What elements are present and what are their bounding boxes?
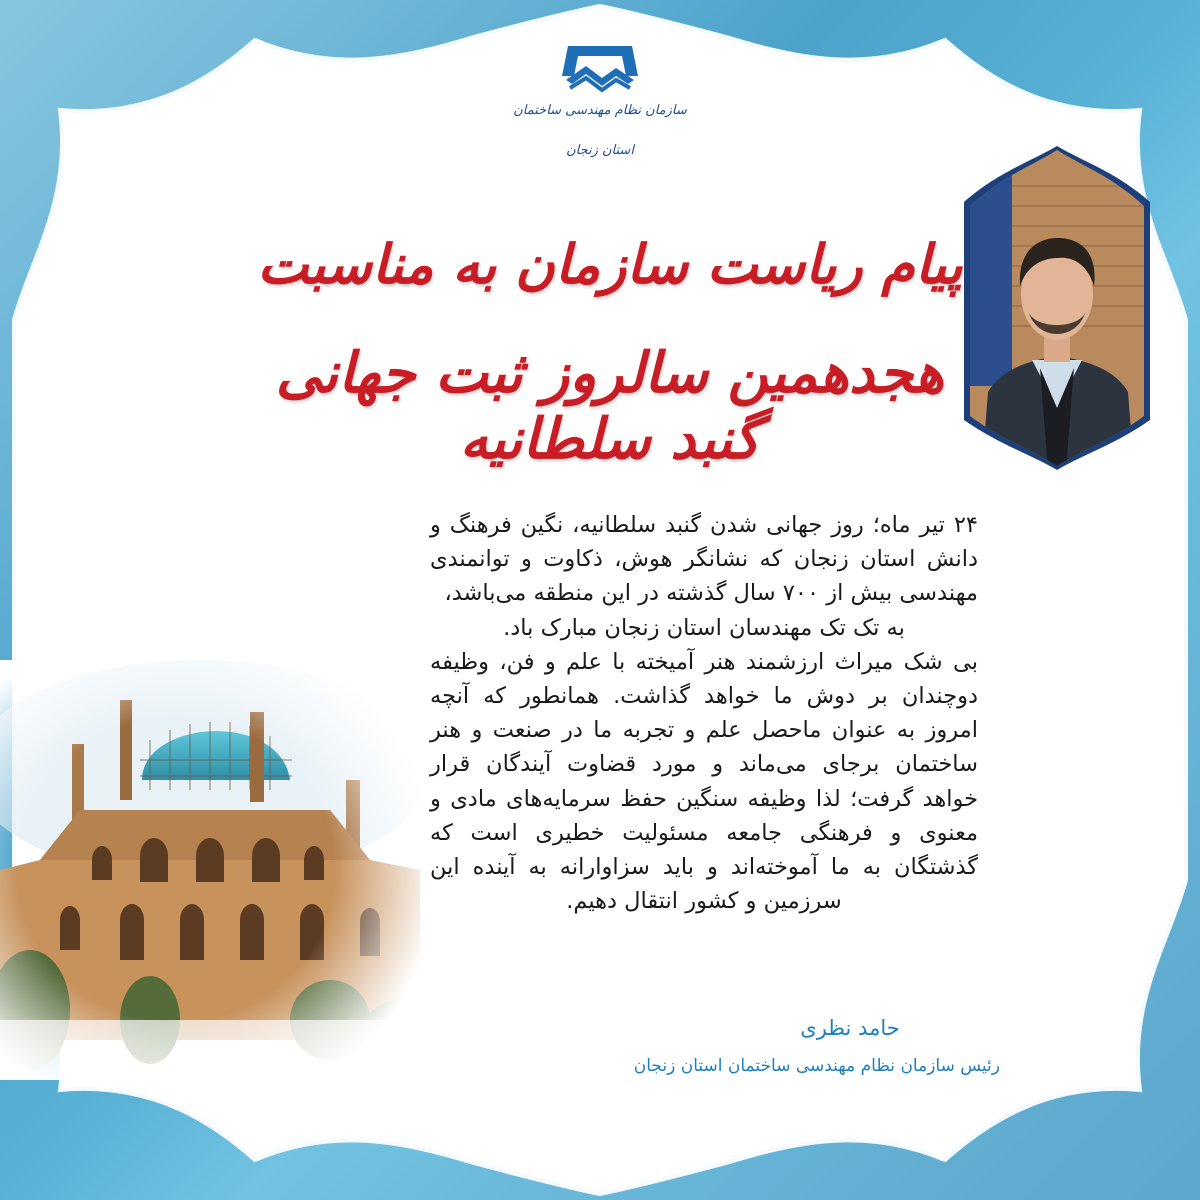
message-paragraph-1-end: به تک تک مهندسان استان زنجان مبارک باد.: [503, 614, 905, 641]
message-paragraph-2: بی شک میراث ارزشمند هنر آمیخته با علم و فن، وظیفه دوچندان بر دوش ما خواهد گذاشت. همانطور که آنچه امروز به عنوان ماحصل علم و تجربه ما در صنعت و هنر ساختمان برجای می‌ماند و مورد قضاوت آیندگان قرار خواهد گرفت؛ لذا وظیفه سنگین حفظ سرمایه‌های مادی و معنوی و فرهنگی جامعه مسئولیت خطیری است که گذشتگان به ما آموخته‌اند و باید سزاوارانه به آینده این سرزمین و کشور انتقال دهیم.: [430, 648, 978, 915]
message-paragraph-1: ۲۴ تیر ماه؛ روز جهانی شدن گنبد سلطانیه، نگین فرهنگ و دانش استان زنجان که نشانگر هوش، ذکاوت و توانمندی مهندسی بیش از ۷۰۰ سال گذشته در این منطقه می‌باشد،: [430, 512, 978, 607]
signatory-name: حامد نظری: [800, 1016, 900, 1040]
logo-house-icon: [562, 46, 638, 90]
page-title-line-2: هجدهمین سالروز ثبت جهانی گنبد سلطانیه: [275, 340, 945, 472]
logo-org-name: سازمان نظام مهندسی ساختمان: [513, 103, 687, 118]
soltaniyeh-dome-illustration: [0, 660, 440, 1080]
signatory-title: رئیس سازمان نظام مهندسی ساختمان استان زنجان: [633, 1056, 1000, 1076]
president-portrait: [962, 146, 1152, 470]
page-title-line-1: پیام ریاست سازمان به مناسبت: [257, 232, 963, 296]
logo-province-name: استان زنجان: [566, 143, 634, 158]
message-body: [430, 508, 978, 918]
